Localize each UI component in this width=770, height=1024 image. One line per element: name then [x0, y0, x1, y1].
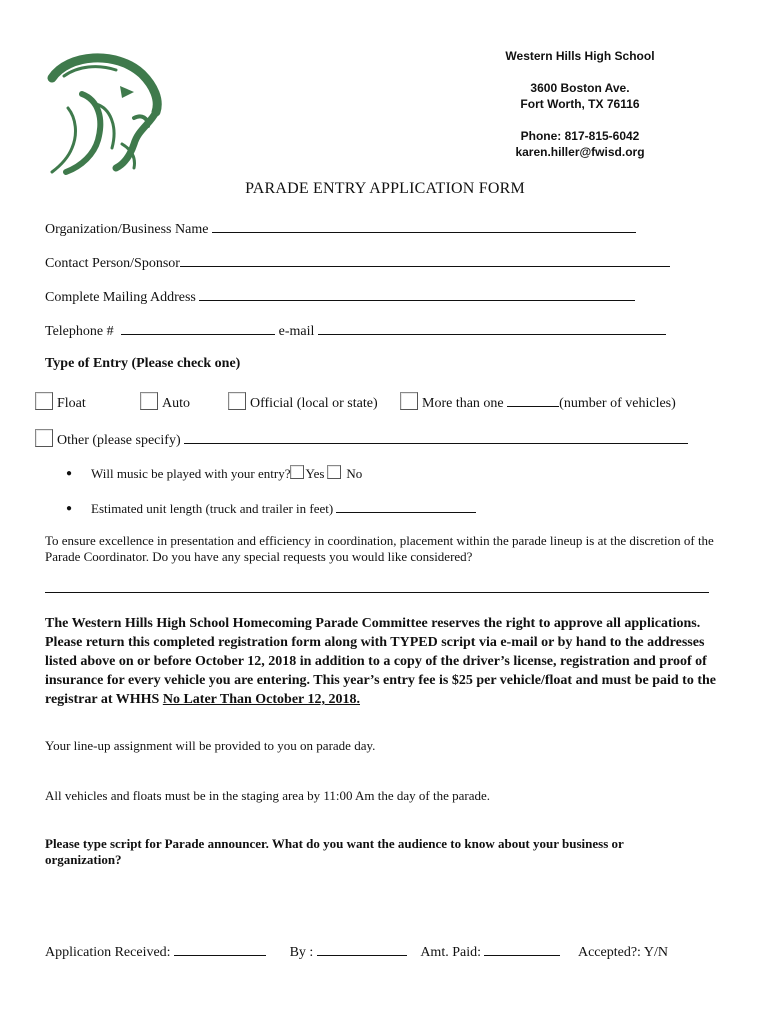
- vehicles-note: (number of vehicles): [559, 396, 676, 411]
- music-no-label: No: [346, 466, 363, 481]
- contact-row: [45, 254, 670, 272]
- mailing-field[interactable]: [199, 288, 635, 301]
- official-option[interactable]: [228, 392, 378, 412]
- other-label: Other (please specify): [57, 433, 181, 448]
- other-field[interactable]: [184, 431, 688, 444]
- contact-label: Contact Person/Sponsor: [45, 256, 180, 271]
- staging-note: All vehicles and floats must be in the staging area by 11:00 Am the day of the parade.: [45, 788, 491, 803]
- lineup-note: Your line-up assignment will be provided to you on parade day.: [45, 738, 376, 753]
- mailing-label: Complete Mailing Address: [45, 290, 196, 305]
- telephone-row: [45, 322, 666, 340]
- auto-checkbox[interactable]: [140, 392, 158, 410]
- auto-label: Auto: [162, 396, 190, 411]
- float-label: Float: [57, 396, 86, 411]
- deadline-text: No Later Than October 12, 2018.: [162, 692, 360, 707]
- by-field[interactable]: [317, 943, 407, 956]
- received-field[interactable]: [174, 943, 266, 956]
- length-field[interactable]: [336, 500, 476, 513]
- email-field[interactable]: [318, 322, 666, 335]
- script-prompt: Please type script for Parade announcer. What do you want the audience to know about your business or organization?: [45, 836, 624, 867]
- footer-row: [45, 943, 668, 961]
- other-checkbox[interactable]: [35, 429, 53, 447]
- more-than-one-label: More than one: [422, 396, 504, 411]
- special-requests-field[interactable]: [45, 592, 709, 593]
- committee-notice: [45, 614, 735, 709]
- email-label: e-mail: [278, 324, 315, 339]
- form-title: PARADE ENTRY APPLICATION FORM: [245, 180, 525, 197]
- amt-paid-label: Amt. Paid:: [420, 945, 481, 960]
- auto-option[interactable]: [140, 392, 190, 412]
- contact-field[interactable]: [180, 254, 670, 267]
- telephone-label: Telephone #: [45, 324, 114, 339]
- music-question: Will music be played with your entry?: [91, 466, 291, 481]
- length-row: [91, 500, 476, 517]
- music-no-checkbox[interactable]: [327, 465, 341, 479]
- official-label: Official (local or state): [250, 396, 378, 411]
- entry-type-heading: Type of Entry (Please check one): [45, 356, 241, 371]
- address-line1: 3600 Boston Ave.: [530, 81, 630, 95]
- float-checkbox[interactable]: [35, 392, 53, 410]
- received-label: Application Received:: [45, 945, 171, 960]
- contact-email: karen.hiller@fwisd.org: [515, 145, 645, 159]
- organization-label: Organization/Business Name: [45, 222, 209, 237]
- by-label: By :: [289, 945, 314, 960]
- accepted-label: Accepted?: Y/N: [577, 945, 669, 960]
- music-row: [91, 465, 362, 482]
- organization-field[interactable]: [212, 220, 636, 233]
- phone-number: Phone: 817-815-6042: [520, 129, 640, 143]
- more-than-one-checkbox[interactable]: [400, 392, 418, 410]
- other-option[interactable]: [35, 429, 688, 449]
- length-question: Estimated unit length (truck and trailer in feet): [91, 501, 334, 516]
- bullet-dot: ●: [66, 468, 73, 479]
- music-yes-checkbox[interactable]: [290, 465, 304, 479]
- committee-notice-text: The Western Hills High School Homecoming Parade Committee reserves the right to approve all applications. Please return this completed registration form along with TYPED script via e-mail or by hand to the addresses listed above on or before October 12, 2018 in addition to a copy of the driver’s license, registration and proof of insurance for every vehicle you are entering. This year’s entry fee is $25 per vehicle/float and must be paid to the registrar at WHHS: [45, 616, 717, 707]
- official-checkbox[interactable]: [228, 392, 246, 410]
- mailing-row: [45, 288, 635, 306]
- vehicle-count-field[interactable]: [507, 394, 559, 407]
- telephone-field[interactable]: [121, 322, 275, 335]
- address-line2: Fort Worth, TX 76116: [520, 97, 640, 111]
- school-logo: [38, 48, 166, 176]
- organization-row: [45, 220, 636, 238]
- float-option[interactable]: [35, 392, 86, 412]
- more-than-one-option[interactable]: [400, 392, 676, 412]
- music-yes-label: Yes: [305, 466, 325, 481]
- school-name: Western Hills High School: [505, 49, 655, 63]
- special-requests-text: To ensure excellence in presentation and efficiency in coordination, placement within the parade lineup is at the discretion of the Parade Coordinator. Do you have any special requests you would like considered?: [45, 533, 714, 564]
- amt-paid-field[interactable]: [484, 943, 560, 956]
- bullet-dot: ●: [66, 503, 73, 514]
- school-contact-block: [470, 48, 690, 160]
